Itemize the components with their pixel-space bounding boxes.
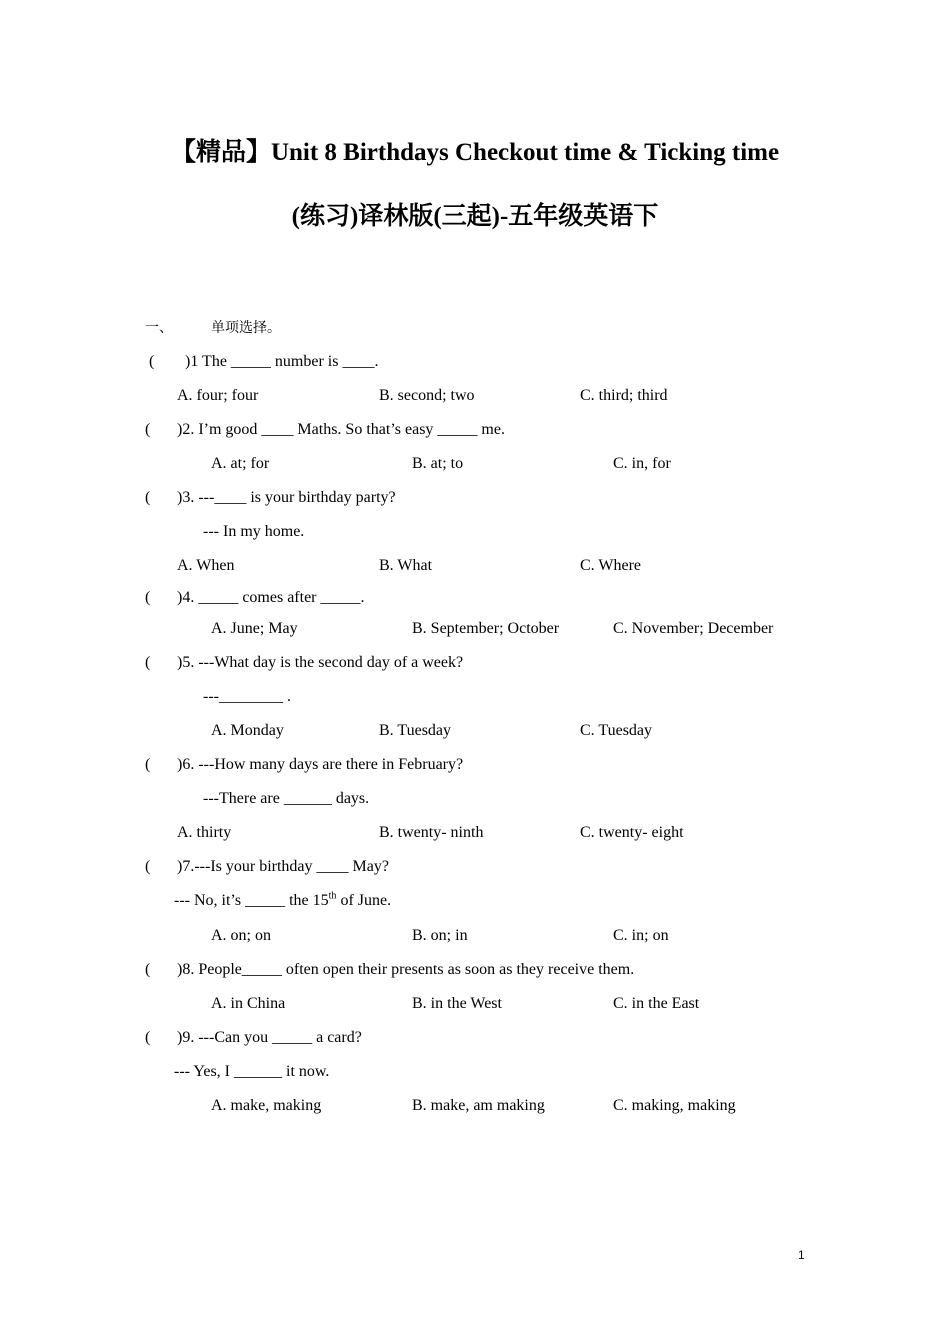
ordinal-suffix: th <box>328 890 337 902</box>
answer-paren: ( <box>145 961 151 978</box>
question-reply: --- In my home. <box>203 523 305 540</box>
option-c: C. making, making <box>613 1097 736 1114</box>
page-number: 1 <box>798 1248 805 1262</box>
option-a: A. make, making <box>211 1097 322 1114</box>
option-b: B. September; October <box>412 620 560 637</box>
option-a: A. When <box>177 557 235 574</box>
question-3 <box>145 488 396 508</box>
option-b: B. at; to <box>412 455 464 472</box>
option-a: A. in China <box>211 995 286 1012</box>
option-c: C. Tuesday <box>580 722 653 739</box>
section-number: 一、 <box>145 320 173 336</box>
option-b: B. on; in <box>412 927 468 944</box>
answer-paren: ( <box>145 421 151 438</box>
option-c: C. in the East <box>613 995 700 1012</box>
question-stem: )9. ---Can you _____ a card? <box>177 1029 362 1046</box>
option-b: B. make, am making <box>412 1097 545 1114</box>
question-stem: )1 The _____ number is ____. <box>185 353 379 370</box>
section-heading <box>145 318 281 338</box>
question-stem: )7.---Is your birthday ____ May? <box>177 858 389 875</box>
answer-paren: ( <box>145 654 151 671</box>
option-c: C. twenty- eight <box>580 824 684 841</box>
option-a: A. thirty <box>177 824 232 841</box>
question-8 <box>145 960 634 980</box>
answer-paren: ( <box>145 489 151 506</box>
question-stem: )2. I’m good ____ Maths. So that’s easy _____ me. <box>177 421 505 438</box>
option-b: B. in the West <box>412 995 502 1012</box>
reply-text-end: of June. <box>336 892 392 909</box>
option-a: A. Monday <box>211 722 284 739</box>
question-5 <box>145 653 463 673</box>
question-2 <box>145 420 505 440</box>
answer-paren: ( <box>145 756 151 773</box>
question-stem: )4. _____ comes after _____. <box>177 589 365 606</box>
option-a: A. four; four <box>177 387 259 404</box>
option-c: C. November; December <box>613 620 774 637</box>
question-1 <box>145 352 378 372</box>
option-b: B. twenty- ninth <box>379 824 484 841</box>
question-reply: --- Yes, I ______ it now. <box>174 1063 330 1080</box>
option-b: B. What <box>379 557 433 574</box>
question-stem: )5. ---What day is the second day of a week? <box>177 654 464 671</box>
reply-text: --- No, it’s _____ the 15 <box>174 892 329 909</box>
section-label: 单项选择。 <box>211 320 281 336</box>
question-9 <box>145 1028 362 1048</box>
answer-paren: ( <box>145 858 151 875</box>
question-7 <box>145 857 389 877</box>
document-title-line-2: (练习)译林版(三起)-五年级英语下 <box>291 203 659 230</box>
option-b: B. second; two <box>379 387 475 404</box>
question-stem: )6. ---How many days are there in February? <box>177 756 464 773</box>
question-stem: )8. People_____ often open their presents as soon as they receive them. <box>177 961 635 978</box>
answer-paren: ( <box>149 353 155 370</box>
question-6 <box>145 755 463 775</box>
option-c: C. in; on <box>613 927 669 944</box>
question-reply <box>174 891 391 911</box>
option-b: B. Tuesday <box>379 722 452 739</box>
answer-paren: ( <box>145 1029 151 1046</box>
option-c: C. third; third <box>580 387 668 404</box>
option-a: A. at; for <box>211 455 270 472</box>
option-c: C. in, for <box>613 455 671 472</box>
option-a: A. June; May <box>211 620 298 637</box>
question-reply: ---________ . <box>203 688 291 705</box>
question-4 <box>145 588 365 608</box>
option-a: A. on; on <box>211 927 271 944</box>
question-stem: )3. ---____ is your birthday party? <box>177 489 396 506</box>
document-title-line-1: 【精品】Unit 8 Birthdays Checkout time & Ticking time <box>170 139 780 166</box>
question-reply: ---There are ______ days. <box>203 790 370 807</box>
answer-paren: ( <box>145 589 151 606</box>
option-c: C. Where <box>580 557 642 574</box>
